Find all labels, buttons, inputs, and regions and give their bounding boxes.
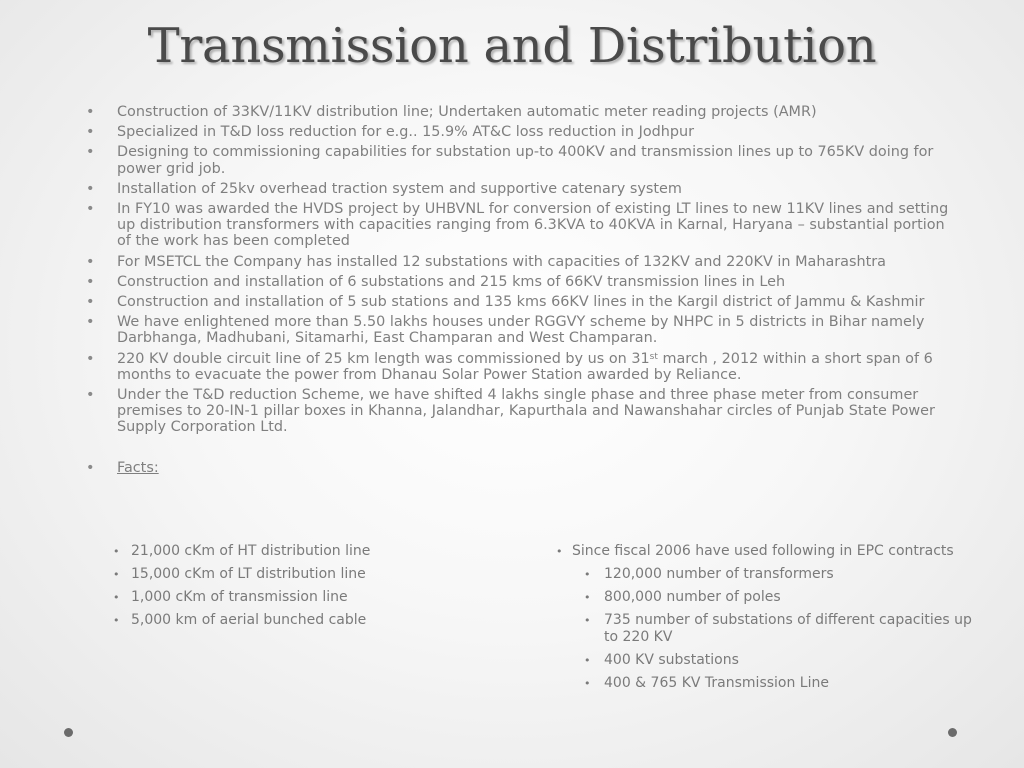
- list-item: [80, 124, 960, 140]
- list-item: [80, 274, 960, 290]
- list-item: [80, 294, 960, 310]
- fact-text: 21,000 cKm of HT distribution line: [131, 543, 371, 559]
- bullet-icon: •: [86, 459, 95, 476]
- list-item: [80, 351, 960, 383]
- bullet-text: In FY10 was awarded the HVDS project by UHBVNL for conversion of existing LT lines to new 11KV lines and setting up distribution transformers with capacities ranging from 6.3KVA to 40KVA in Karnal, Haryana – substantial portion of the work has been completed: [117, 201, 949, 250]
- list-item: [80, 201, 960, 250]
- bullet-text: Installation of 25kv overhead traction system and supportive catenary system: [117, 180, 682, 197]
- main-bullet-list: [80, 104, 960, 480]
- list-item: [113, 543, 493, 560]
- bullet-text: [117, 351, 933, 383]
- bullet-icon: •: [86, 144, 95, 161]
- bullet-icon: •: [86, 124, 95, 141]
- corner-dot-left: [64, 728, 73, 737]
- bullet-icon: •: [113, 545, 120, 558]
- bullet-text: We have enlightened more than 5.50 lakhs houses under RGGVY scheme by NHPC in 5 districts in Bihar namely Darbhanga, Madhubani, Sitamarhi, East Champaran and West Champaran.: [117, 314, 925, 347]
- corner-dot-right: [948, 728, 957, 737]
- facts-heading: Facts:: [117, 459, 159, 476]
- bullet-text: Construction and installation of 5 sub stations and 135 kms 66KV lines in the Kargil district of Jammu & Kashmir: [117, 294, 925, 311]
- bullet-text: Construction of 33KV/11KV distribution line; Undertaken automatic meter reading projects (AMR): [117, 104, 817, 120]
- ordinal-suffix: st: [649, 351, 658, 362]
- list-item: [80, 144, 960, 176]
- list-item: [80, 254, 960, 270]
- bullet-icon: •: [113, 568, 120, 581]
- fact-text: 5,000 km of aerial bunched cable: [131, 612, 367, 628]
- bullet-icon: •: [556, 545, 563, 558]
- list-item: [113, 566, 493, 583]
- bullet-text: Construction and installation of 6 substations and 215 kms of 66KV transmission lines in Leh: [117, 273, 786, 290]
- bullet-icon: •: [86, 180, 95, 197]
- fact-text: 120,000 number of transformers: [604, 566, 834, 582]
- fact-text: 400 KV substations: [604, 652, 739, 668]
- bullet-icon: •: [113, 614, 120, 627]
- slide-title: Transmission and Distribution: [147, 18, 877, 74]
- bullet-icon: •: [86, 350, 95, 367]
- bullet-text: Under the T&D reduction Scheme, we have shifted 4 lakhs single phase and three phase meter from consumer premises to 20-IN-1 pillar boxes in Khanna, Jalandhar, Kapurthala and Nawanshahar circles of Punjab State Power Supply Corporation Ltd.: [117, 387, 935, 436]
- solar-text-start: 220 KV double circuit line of 25 km length was commissioned by us on 31: [117, 350, 650, 367]
- fact-text: 1,000 cKm of transmission line: [131, 589, 348, 605]
- bullet-icon: •: [584, 677, 591, 690]
- facts-left-list: [113, 543, 493, 635]
- bullet-icon: •: [584, 654, 591, 667]
- sub-list-item: [572, 612, 981, 646]
- bullet-icon: •: [86, 273, 95, 290]
- bullet-icon: •: [584, 591, 591, 604]
- bullet-icon: •: [86, 201, 95, 218]
- bullet-icon: •: [86, 253, 95, 270]
- bullet-text: Specialized in T&D loss reduction for e.g.. 15.9% AT&C loss reduction in Jodhpur: [117, 124, 695, 141]
- list-item: [113, 612, 493, 629]
- bullet-icon: •: [86, 314, 95, 331]
- sub-list-item: [572, 675, 981, 692]
- bullet-icon: •: [113, 591, 120, 604]
- list-item: [80, 387, 960, 436]
- list-item: [80, 104, 960, 120]
- epc-sub-list: [572, 566, 981, 692]
- fact-text: 800,000 number of poles: [604, 589, 781, 605]
- bullet-text: Designing to commissioning capabilities for substation up-to 400KV and transmission lines up to 765KV doing for power grid job.: [117, 144, 934, 177]
- list-item: [80, 181, 960, 197]
- solar-text-end: march , 2012 within a short span of 6 months to evacuate the power from Dhanau Solar Power Station awarded by Reliance.: [117, 350, 933, 383]
- bullet-icon: •: [86, 104, 95, 120]
- bullet-icon: •: [86, 387, 95, 404]
- bullet-icon: •: [584, 568, 591, 581]
- facts-right-list: [556, 543, 981, 698]
- facts-heading-item: [80, 460, 960, 476]
- list-item: [80, 314, 960, 346]
- fact-text: 400 & 765 KV Transmission Line: [604, 675, 829, 691]
- list-item: [113, 589, 493, 606]
- list-item: [556, 543, 981, 692]
- bullet-icon: •: [584, 614, 591, 627]
- fact-intro-text: Since fiscal 2006 have used following in EPC contracts: [572, 543, 954, 559]
- bullet-text: For MSETCL the Company has installed 12 substations with capacities of 132KV and 220KV in Maharashtra: [117, 253, 886, 270]
- sub-list-item: [572, 566, 981, 583]
- fact-text: 735 number of substations of different capacities up to 220 KV: [604, 612, 972, 645]
- bullet-icon: •: [86, 294, 95, 311]
- sub-list-item: [572, 589, 981, 606]
- sub-list-item: [572, 652, 981, 669]
- fact-text: 15,000 cKm of LT distribution line: [131, 566, 366, 582]
